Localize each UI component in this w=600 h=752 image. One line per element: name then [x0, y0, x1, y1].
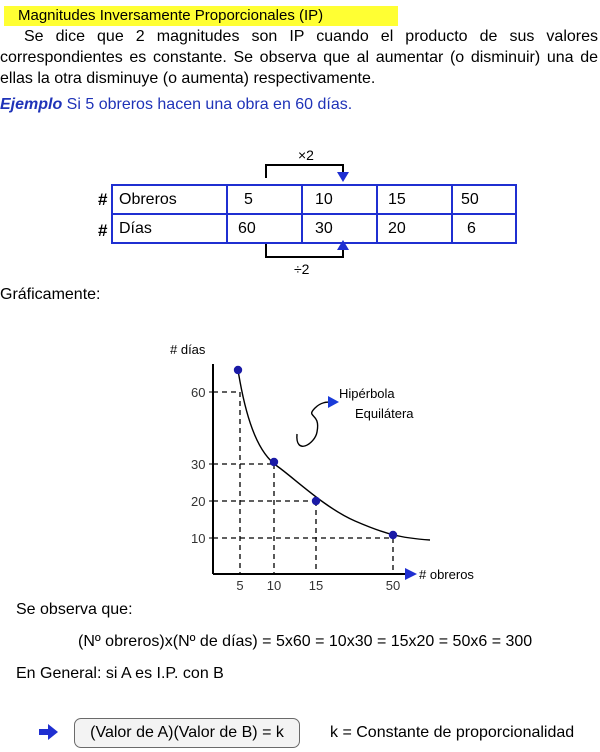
- divide-label: ÷2: [294, 261, 310, 277]
- chart-layer: [170, 342, 474, 593]
- annotation-arrowhead-icon: [328, 396, 339, 408]
- x-tick-label: 50: [385, 578, 401, 593]
- table-cell: 30: [302, 214, 377, 243]
- annotation-squiggle: [297, 402, 331, 446]
- multiply-label: ×2: [298, 147, 314, 163]
- x-tick-label: 10: [266, 578, 282, 593]
- y-tick-label: 60: [191, 385, 206, 400]
- table-arrows: [0, 0, 600, 290]
- x-axis-label: # obreros: [419, 567, 474, 582]
- table-cell: 50: [452, 185, 516, 214]
- row-label-dias: Días: [112, 214, 227, 243]
- data-point: [312, 497, 320, 505]
- section-title: Magnitudes Inversamente Proporcionales (IP): [4, 6, 398, 26]
- ip-table: [111, 184, 517, 244]
- ip-chart: [155, 336, 495, 596]
- x-axis-arrowhead-icon: [405, 568, 417, 580]
- x-tick-label: 5: [236, 578, 244, 593]
- definition-text: Se dice que 2 magnitudes son IP cuando el producto de sus valores correspondientes es constante. Se observa que al aumentar (o disminuir) una de ellas la otra disminuye (o aumenta) respectivamente.: [0, 28, 598, 87]
- example-label: Ejemplo: [0, 96, 63, 113]
- hyperbola-curve: [238, 370, 430, 540]
- rule-box: (Valor de A)(Valor de B) = k: [74, 718, 300, 748]
- table-cell: 20: [377, 214, 452, 243]
- table-cell: 5: [227, 185, 302, 214]
- data-point: [389, 531, 397, 539]
- table-row: [112, 185, 516, 214]
- table-cell: 60: [227, 214, 302, 243]
- right-arrow-icon: [38, 722, 60, 742]
- row-label-obreros: Obreros: [112, 185, 227, 214]
- table-cell: 6: [452, 214, 516, 243]
- general-text: En General: si A es I.P. con B: [16, 665, 224, 682]
- table-cell: 10: [302, 185, 377, 214]
- x-tick-label: 15: [308, 578, 324, 593]
- data-point: [234, 366, 242, 374]
- annotation-line-1: Hipérbola: [339, 386, 395, 401]
- graph-label: Gráficamente:: [0, 286, 101, 303]
- table-cell: 15: [377, 185, 452, 214]
- observation-label: Se observa que:: [16, 601, 133, 618]
- row-hash-obreros: #: [98, 190, 108, 209]
- divide-bracket: [266, 243, 343, 257]
- table-row: [112, 214, 516, 243]
- annotation-line-2: Equilátera: [355, 406, 414, 421]
- example-text: Si 5 obreros hacen una obra en 60 días.: [62, 96, 353, 113]
- y-tick-label: 20: [191, 494, 206, 509]
- y-tick-label: 10: [191, 531, 206, 546]
- formula-text: (Nº obreros)x(Nº de días) = 5x60 = 10x30 = 15x20 = 50x6 = 300: [78, 633, 533, 650]
- y-tick-label: 30: [191, 457, 206, 472]
- constant-definition: k = Constante de proporcionalidad: [330, 724, 575, 741]
- row-hash-dias: #: [98, 221, 108, 240]
- multiply-bracket: [266, 165, 343, 178]
- multiply-arrowhead-icon: [337, 172, 349, 182]
- data-point: [270, 458, 278, 466]
- y-axis-label: # días: [170, 342, 206, 357]
